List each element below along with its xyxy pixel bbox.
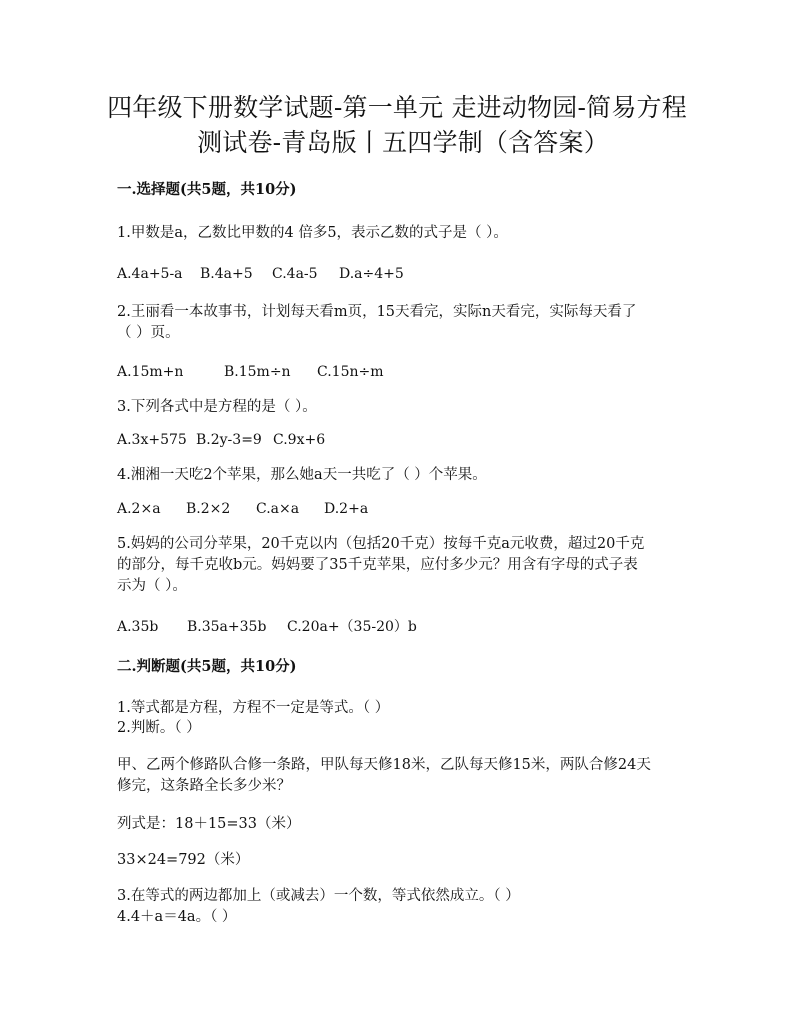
passage-line-2: 修完，这条路全长多少米？ <box>117 778 291 794</box>
question-5-line-1: 5.妈妈的公司分苹果，20千克以内（包括20千克）按每千克a元收费，超过20千克 <box>117 536 645 552</box>
option-c: C.15n÷m <box>317 364 384 380</box>
option-a: A.15m+n <box>117 364 184 380</box>
question-4-options <box>117 499 368 519</box>
option-c: C.a×a <box>256 501 300 517</box>
question-5-options <box>117 617 417 637</box>
judgment-question-2-formula-1: 列式是：18＋15=33（米） <box>117 816 301 832</box>
option-b: B.2×2 <box>186 501 231 517</box>
question-2-line-1: 2.王丽看一本故事书，计划每天看m页，15天看完，实际n天看完，实际每天看了 <box>117 304 637 320</box>
question-1-text: 1.甲数是a，乙数比甲数的4 倍多5，表示乙数的式子是（ ）。 <box>117 225 508 241</box>
option-a: A.3x+575 <box>117 432 187 448</box>
question-5-text <box>117 534 683 597</box>
question-3-options <box>117 430 325 450</box>
option-b: B.35a+35b <box>187 619 267 635</box>
judgment-question-4: 4.4＋a＝4a。（ ） <box>117 909 237 925</box>
judgment-question-3: 3.在等式的两边都加上（或减去）一个数，等式依然成立。（ ） <box>117 888 520 904</box>
judgment-question-2-passage <box>117 755 683 797</box>
option-b: B.2y-3=9 <box>196 432 262 448</box>
section-heading-judgment: 二.判断题(共5题，共10分) <box>117 658 297 675</box>
judgment-question-2: 2.判断。（ ） <box>117 720 201 736</box>
option-c: C.4a-5 <box>272 266 318 282</box>
option-d: D.2+a <box>324 501 369 517</box>
option-b: B.4a+5 <box>200 266 253 282</box>
question-2-text <box>117 302 683 344</box>
question-5-line-3: 示为（ ）。 <box>117 578 187 594</box>
judgment-question-1: 1.等式都是方程，方程不一定是等式。（ ） <box>117 700 390 716</box>
judgment-question-2-formula-2: 33×24=792（米） <box>117 852 250 868</box>
document-title-line-2: 测试卷-青岛版丨五四学制（含答案） <box>197 128 609 157</box>
question-5-line-2: 的部分，每千克收b元。妈妈要了35千克苹果，应付多少元？用含有字母的式子表 <box>117 557 638 573</box>
option-a: A.35b <box>117 619 159 635</box>
question-4-text: 4.湘湘一天吃2个苹果，那么她a天一共吃了（ ）个苹果。 <box>117 467 487 483</box>
document-title-line-1: 四年级下册数学试题-第一单元 走进动物园-简易方程 <box>107 93 687 122</box>
option-a: A.2×a <box>117 501 161 517</box>
question-1-options <box>117 264 404 284</box>
option-a: A.4a+5-a <box>117 266 183 282</box>
question-2-line-2: （ ）页。 <box>117 325 180 341</box>
question-2-options <box>117 362 384 382</box>
option-d: D.a÷4+5 <box>339 266 404 282</box>
option-c: C.20a+（35-20）b <box>287 619 417 635</box>
section-heading-choice: 一.选择题(共5题，共10分) <box>117 181 297 198</box>
option-b: B.15m÷n <box>224 364 291 380</box>
question-3-text: 3.下列各式中是方程的是（ ）。 <box>117 399 317 415</box>
passage-line-1: 甲、乙两个修路队合修一条路，甲队每天修18米，乙队每天修15米，两队合修24天 <box>117 757 651 773</box>
option-c: C.9x+6 <box>273 432 326 448</box>
